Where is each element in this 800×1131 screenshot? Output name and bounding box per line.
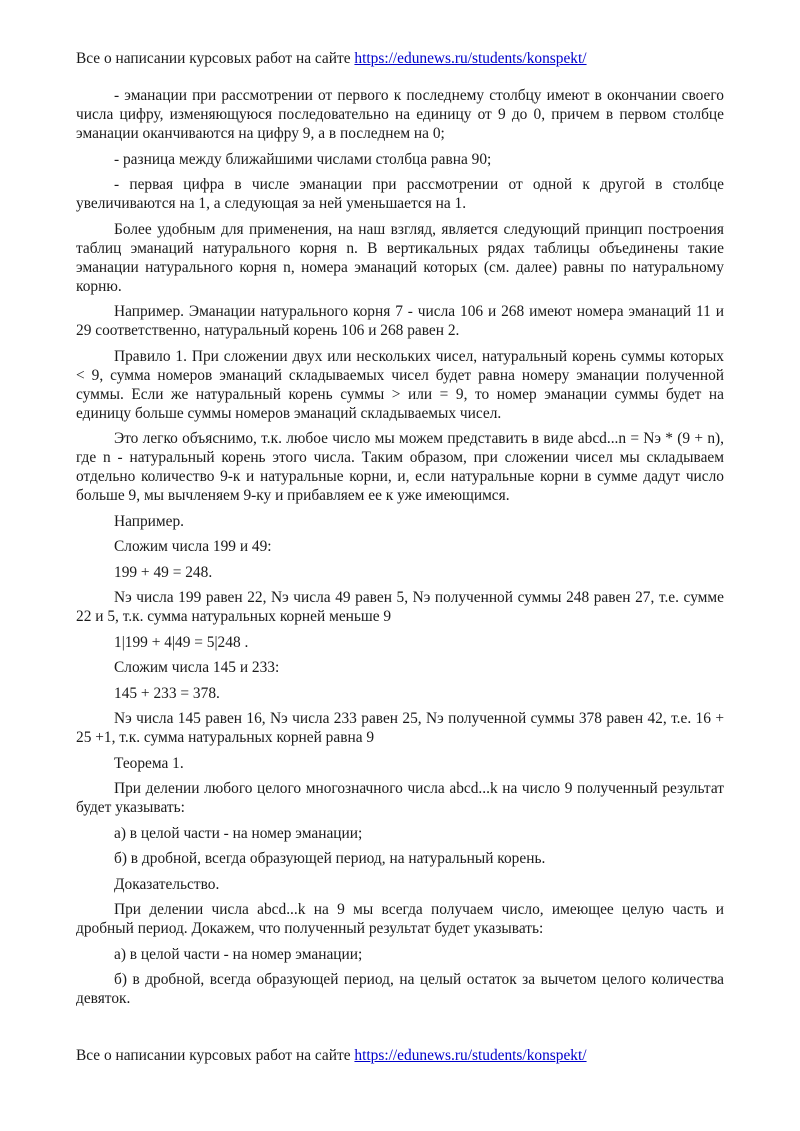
paragraph-18: а) в целой части - на номер эманации;: [114, 824, 363, 842]
paragraph-12: 1|199 + 4|49 = 5|248 .: [114, 633, 249, 651]
paragraph-20: Доказательство.: [114, 875, 220, 893]
header-text: Все о написании курсовых работ на сайте: [76, 50, 355, 67]
paragraph-17: При делении любого целого многозначного числа abcd...k на число 9 полученный результат будет указывать:: [76, 780, 724, 816]
paragraph-3: - первая цифра в числе эманации при рассмотрении от одной к другой в столбце увеличиваются на 1, а следующая за ней уменьшается на 1.: [76, 176, 724, 212]
page-header: [76, 49, 587, 68]
paragraph-6: Правило 1. При сложении двух или нескольких чисел, натуральный корень суммы которых < 9, сумма номеров эманаций складываемых чисел будет равна номеру эманации полученной суммы. Если же натуральный корень суммы > или = 9, то номер эманации суммы будет на единицу больше суммы номеров эманаций складываемых чисел.: [76, 347, 724, 422]
paragraph-8: Например.: [114, 512, 185, 530]
paragraph-23: б) в дробной, всегда образующей период, на целый остаток за вычетом целого количества девяток.: [76, 971, 724, 1007]
page-footer: [76, 1046, 587, 1065]
paragraph-13: Сложим числа 145 и 233:: [114, 659, 280, 676]
paragraph-22: а) в целой части - на номер эманации;: [114, 945, 363, 963]
paragraph-7: Это легко объяснимо, т.к. любое число мы можем представить в виде abcd...n = Nэ * (9 + n), где n - натуральный корень этого числа. Таким образом, при сложении чисел мы складываем отдельно количество 9-к и натуральные корни, и, если натуральные корни в сумме дадут число больше 9, мы вычленяем 9-ку и прибавляем ее к уже имеющимся.: [76, 430, 724, 504]
header-link[interactable]: https://edunews.ru/students/konspekt/: [354, 50, 587, 67]
paragraph-16: Теорема 1.: [114, 754, 184, 772]
paragraph-19: б) в дробной, всегда образующей период, на натуральный корень.: [114, 850, 546, 867]
paragraph-9: Сложим числа 199 и 49:: [114, 538, 272, 555]
paragraph-14: 145 + 233 = 378.: [114, 684, 220, 702]
paragraph-15: Nэ числа 145 равен 16, Nэ числа 233 равен 25, Nэ полученной суммы 378 равен 42, т.е. 16 + 25 +1, т.к. сумма натуральных корней равна 9: [76, 710, 724, 746]
paragraph-21: При делении числа abcd...k на 9 мы всегда получаем число, имеющее целую часть и дробный период. Докажем, что полученный результат будет указывать:: [76, 901, 724, 937]
paragraph-5: Например. Эманации натурального корня 7 - числа 106 и 268 имеют номера эманаций 11 и 29 соответственно, натуральный корень 106 и 268 равен 2.: [76, 303, 724, 339]
footer-link[interactable]: https://edunews.ru/students/konspekt/: [354, 1047, 587, 1064]
footer-text: Все о написании курсовых работ на сайте: [76, 1047, 355, 1064]
document-body: [76, 86, 724, 1015]
paragraph-1: - эманации при рассмотрении от первого к последнему столбцу имеют в окончании своего числа цифру, изменяющуюся последовательно на единицу от 9 до 0, причем в первом столбце эманации оканчиваются на цифру 9, а в последнем на 0;: [76, 87, 724, 142]
paragraph-10: 199 + 49 = 248.: [114, 563, 213, 581]
paragraph-4: Более удобным для применения, на наш взгляд, является следующий принцип построения таблиц эманаций натурального корня n. В вертикальных рядах таблицы объединены такие эманации натурального корня n, номера эманаций которых (см. далее) равны по натуральному корню.: [76, 220, 724, 295]
paragraph-11: Nэ числа 199 равен 22, Nэ числа 49 равен 5, Nэ полученной суммы 248 равен 27, т.е. сумме 22 и 5, т.к. сумма натуральных корней меньше 9: [76, 589, 724, 625]
paragraph-2: - разница между ближайшими числами столбца равна 90;: [114, 150, 492, 168]
